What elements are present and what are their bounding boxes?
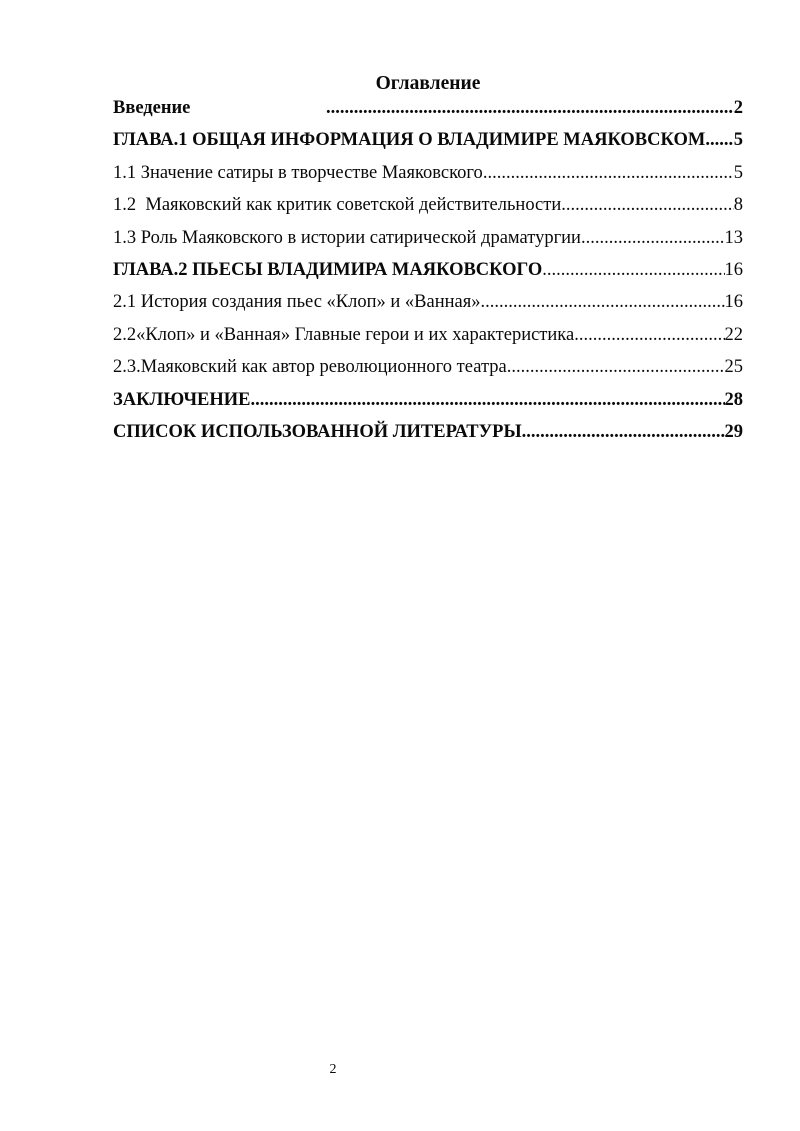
- dot-leader: [574, 319, 724, 351]
- toc-entry-label: СПИСОК ИСПОЛЬЗОВАННОЙ ЛИТЕРАТУРЫ: [113, 421, 522, 442]
- dot-leader: [507, 351, 725, 383]
- toc-entry-page-number: 28: [724, 389, 743, 410]
- toc-entry-page-number: 5: [733, 130, 743, 151]
- dot-leader: [483, 157, 734, 189]
- toc-entry-page-number: 16: [724, 259, 743, 280]
- footer-page-number: 2: [329, 1062, 337, 1077]
- toc-entry-page-number: 16: [724, 292, 743, 313]
- table-of-contents: [113, 92, 743, 448]
- toc-entry-label: 1.2 Маяковский как критик советской действительности: [113, 195, 562, 216]
- toc-entry-label: 1.3 Роль Маяковского в истории сатирической драматургии: [113, 227, 581, 248]
- dot-leader: [710, 124, 734, 156]
- toc-entry-label: 2.2«Клоп» и «Ванная» Главные герои и их характеристика: [113, 324, 575, 345]
- toc-entry-conclusion[interactable]: [113, 384, 743, 416]
- dot-leader: [480, 286, 724, 318]
- toc-entry-label: ГЛАВА.2 ПЬЕСЫ ВЛАДИМИРА МАЯКОВСКОГО: [113, 259, 543, 280]
- dot-leader: [542, 254, 724, 286]
- toc-entry-label: 2.1 История создания пьес «Клоп» и «Ванная»: [113, 292, 481, 313]
- toc-entry-vvedenie[interactable]: [113, 92, 743, 124]
- toc-entry-label: 1.1 Значение сатиры в творчестве Маяковского: [113, 162, 483, 183]
- dot-leader: [522, 416, 725, 448]
- toc-entry-2-3[interactable]: [113, 351, 743, 383]
- dot-leader: [251, 384, 725, 416]
- toc-entry-page-number: 22: [724, 324, 743, 345]
- toc-entry-page-number: 5: [733, 162, 743, 183]
- toc-entry-bibliography[interactable]: [113, 416, 743, 448]
- toc-entry-1-1[interactable]: [113, 157, 743, 189]
- toc-entry-2-1[interactable]: [113, 286, 743, 318]
- toc-entry-chapter-1[interactable]: [113, 124, 743, 156]
- toc-entry-1-2[interactable]: [113, 189, 743, 221]
- toc-entry-1-3[interactable]: [113, 222, 743, 254]
- toc-entry-label: ГЛАВА.1 ОБЩАЯ ИНФОРМАЦИЯ О ВЛАДИМИРЕ МАЯКОВСКОМ.: [113, 130, 710, 151]
- dot-leader: [326, 92, 734, 124]
- dot-leader: [581, 222, 725, 254]
- toc-entry-label: ЗАКЛЮЧЕНИЕ: [113, 389, 251, 410]
- toc-entry-2-2[interactable]: [113, 319, 743, 351]
- toc-entry-label: 2.3.Маяковский как автор революционного театра: [113, 357, 507, 378]
- toc-title: Оглавление: [375, 73, 481, 94]
- toc-entry-page-number: 8: [733, 195, 743, 216]
- toc-entry-page-number: 25: [724, 357, 743, 378]
- toc-entry-chapter-2[interactable]: [113, 254, 743, 286]
- toc-entry-page-number: 13: [724, 227, 743, 248]
- dot-leader: [561, 189, 734, 221]
- toc-entry-page-number: 2: [733, 98, 743, 118]
- toc-entry-page-number: 29: [724, 421, 743, 442]
- toc-entry-label: Введение: [113, 98, 191, 118]
